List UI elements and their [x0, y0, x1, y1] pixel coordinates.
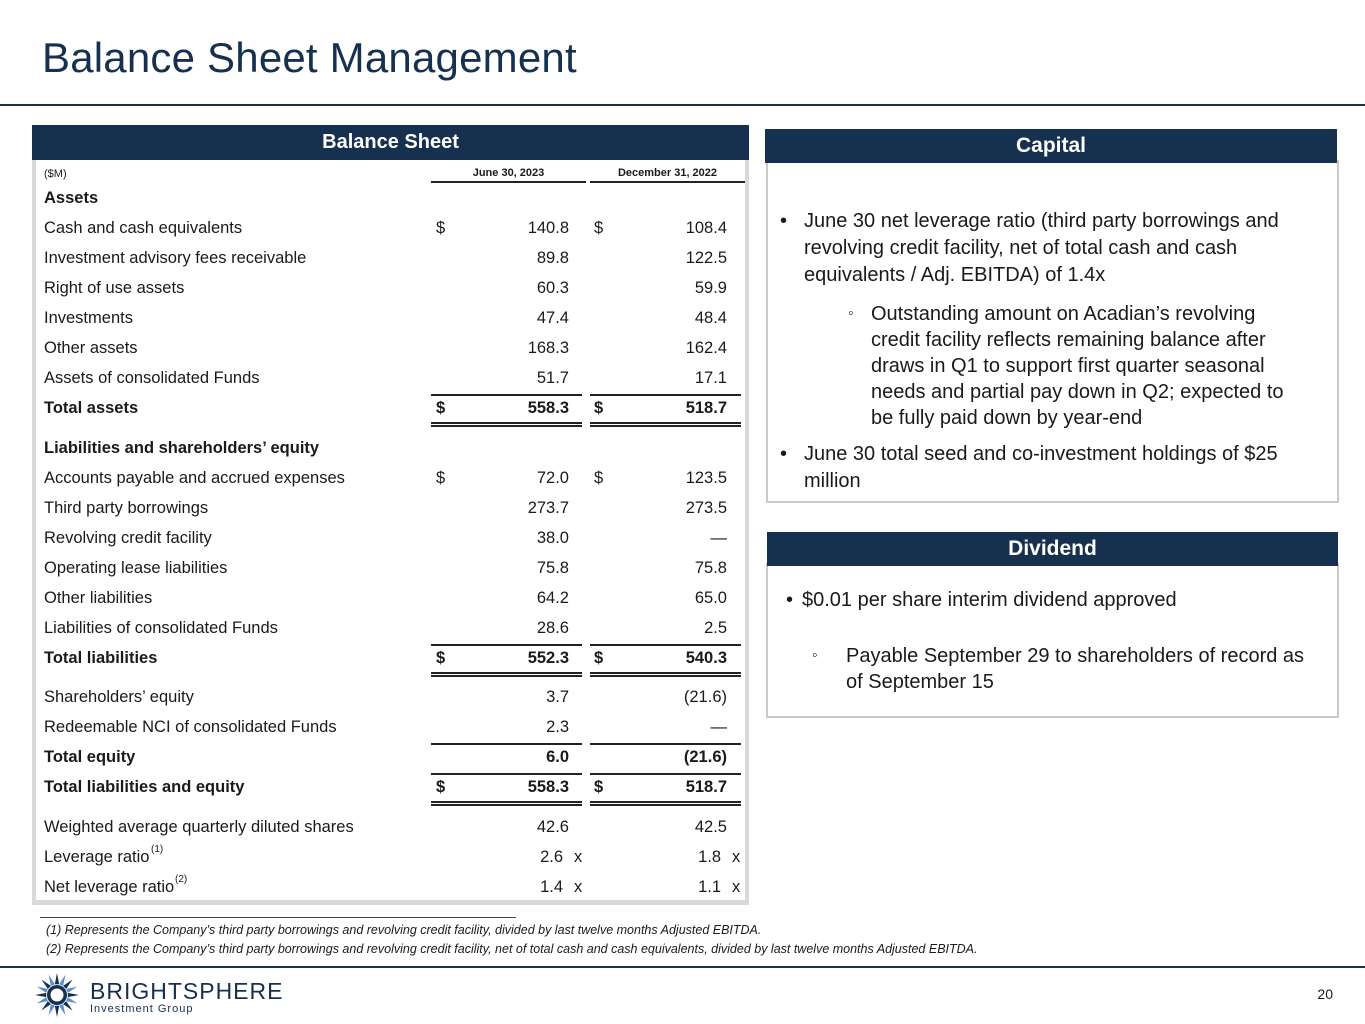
row-label: Liabilities of consolidated Funds [44, 619, 278, 637]
table-row-total-liabilities-and-equity [36, 774, 745, 804]
row-label: Cash and cash equivalents [44, 219, 243, 237]
row-label: Operating lease liabilities [44, 559, 228, 577]
value-june-2023: 51.7 [536, 369, 569, 387]
subtotal-rule [431, 743, 582, 745]
row-label: Liabilities and shareholders’ equity [44, 439, 320, 457]
row-label: Redeemable NCI of consolidated Funds [44, 718, 337, 736]
brand-tagline: Investment Group [90, 1003, 194, 1015]
value-dec-2022: 162.4 [685, 339, 727, 357]
footnote-1: (1) Represents the Company’s third party borrowings and revolving credit facility, divided by last twelve months Adjusted EBITDA. [46, 923, 762, 937]
subtotal-rule [590, 773, 741, 775]
currency-symbol: $ [436, 219, 446, 237]
balance-sheet-panel [32, 125, 749, 905]
ratio-suffix: x [574, 878, 583, 896]
dividend-box [766, 563, 1339, 718]
dividend-header: Dividend [767, 532, 1338, 566]
row-label: Other liabilities [44, 589, 153, 607]
row-label: Weighted average quarterly diluted shares [44, 818, 354, 836]
value-june-2023: 89.8 [536, 249, 569, 267]
dividend-bullet: • $0.01 per share interim dividend approved [786, 589, 1177, 611]
value-june-2023: 1.4 [540, 878, 563, 896]
currency-symbol: $ [594, 219, 604, 237]
row-label: Total liabilities and equity [44, 778, 245, 796]
value-dec-2022: (21.6) [683, 688, 727, 706]
footnote-ref: (2) [175, 874, 188, 885]
subtotal-rule [590, 394, 741, 396]
balance-sheet-header: Balance Sheet [32, 125, 749, 160]
ratio-suffix: x [732, 848, 741, 866]
value-june-2023: 28.6 [536, 619, 569, 637]
column-header-june-2023: June 30, 2023 [431, 167, 586, 183]
row-label: Investment advisory fees receivable [44, 249, 307, 267]
value-june-2023: 42.6 [536, 818, 569, 836]
column-header-dec-2022: December 31, 2022 [590, 167, 745, 183]
currency-symbol: $ [594, 399, 604, 417]
value-june-2023: 168.3 [527, 339, 569, 357]
currency-symbol: $ [436, 399, 446, 417]
table-row-total-equity [36, 744, 745, 774]
subtotal-rule [590, 743, 741, 745]
row-label: Total liabilities [44, 649, 158, 667]
row-label: Third party borrowings [44, 499, 209, 517]
sunburst-logo-icon [34, 972, 80, 1018]
value-june-2023: 273.7 [527, 499, 569, 517]
total-double-rule [590, 422, 741, 427]
table-row-right-of-use-assets [36, 275, 745, 305]
value-dec-2022: 1.1 [698, 878, 721, 896]
table-row-investments [36, 305, 745, 335]
value-dec-2022: 48.4 [694, 309, 727, 327]
page-number: 20 [1317, 986, 1333, 1002]
value-dec-2022: — [710, 529, 727, 547]
footnote-divider [40, 917, 516, 918]
row-label: Leverage ratio [44, 848, 150, 866]
title-divider [0, 104, 1365, 106]
row-label: Investments [44, 309, 133, 327]
table-row-other-liabilities [36, 585, 745, 615]
value-dec-2022: (21.6) [683, 748, 727, 766]
row-label: Right of use assets [44, 279, 185, 297]
balance-sheet-table [36, 160, 745, 900]
value-june-2023: 47.4 [536, 309, 569, 327]
row-label: Total equity [44, 748, 136, 766]
value-june-2023: 3.7 [546, 688, 569, 706]
value-june-2023: 6.0 [546, 748, 569, 766]
table-row-net-leverage-ratio [36, 874, 745, 904]
table-row-investment-advisory-fees-receivable [36, 245, 745, 275]
capital-header: Capital [765, 129, 1337, 163]
ratio-suffix: x [732, 878, 741, 896]
value-june-2023: 60.3 [536, 279, 569, 297]
table-row-assets-of-consolidated-funds [36, 365, 745, 395]
capital-subbullet-acadian: ◦ Outstanding amount on Acadian’s revolving credit facility reflects remaining balance after draws in Q1 to support first quarter seasonal needs and partial pay down in Q2; expected to be fully paid down by year-end [848, 303, 1284, 429]
footnote-ref: (1) [151, 844, 164, 855]
table-row-leverage-ratio [36, 844, 745, 874]
row-label: Shareholders’ equity [44, 688, 194, 706]
dividend-subbullet: ◦ Payable September 29 to shareholders of record as of September 15 [812, 645, 1305, 693]
row-label: Revolving credit facility [44, 529, 212, 547]
value-dec-2022: — [710, 718, 727, 736]
value-june-2023: 552.3 [527, 649, 569, 667]
currency-symbol: $ [594, 649, 604, 667]
currency-symbol: $ [594, 469, 604, 487]
capital-bullet-seed: • June 30 total seed and co-investment holdings of $25 million [780, 443, 1278, 492]
value-june-2023: 558.3 [527, 399, 569, 417]
table-row-assets [36, 185, 745, 215]
table-row-total-liabilities [36, 645, 745, 675]
value-june-2023: 72.0 [536, 469, 569, 487]
value-june-2023: 140.8 [527, 219, 569, 237]
table-row-total-assets [36, 395, 745, 425]
footnote-2: (2) Represents the Company’s third party borrowings and revolving credit facility, net of total cash and cash equivalents, divided by last twelve months Adjusted EBITDA. [46, 942, 978, 956]
value-dec-2022: 518.7 [685, 399, 727, 417]
table-row-accounts-payable-and-accrued-expenses [36, 465, 745, 495]
value-dec-2022: 108.4 [685, 219, 727, 237]
total-double-rule [431, 422, 582, 427]
value-dec-2022: 518.7 [685, 778, 727, 796]
value-dec-2022: 17.1 [694, 369, 727, 387]
brand-name: BRIGHTSPHERE [90, 978, 284, 1004]
table-row-liabilities-and-shareholders-equity [36, 435, 745, 465]
value-june-2023: 75.8 [536, 559, 569, 577]
value-june-2023: 558.3 [527, 778, 569, 796]
value-june-2023: 2.6 [540, 848, 563, 866]
value-dec-2022: 65.0 [694, 589, 727, 607]
subtotal-rule [590, 644, 741, 646]
total-double-rule [590, 801, 741, 806]
subtotal-rule [431, 773, 582, 775]
value-dec-2022: 42.5 [694, 818, 727, 836]
table-row-liabilities-of-consolidated-funds [36, 615, 745, 645]
value-dec-2022: 2.5 [704, 619, 727, 637]
table-row-operating-lease-liabilities [36, 555, 745, 585]
table-row-cash-and-cash-equivalents [36, 215, 745, 245]
row-label: Other assets [44, 339, 138, 357]
value-june-2023: 2.3 [546, 718, 569, 736]
value-dec-2022: 75.8 [694, 559, 727, 577]
value-dec-2022: 273.5 [685, 499, 727, 517]
value-dec-2022: 59.9 [694, 279, 727, 297]
page-title: Balance Sheet Management [42, 34, 577, 81]
subtotal-rule [431, 394, 582, 396]
row-label: Accounts payable and accrued expenses [44, 469, 345, 487]
currency-symbol: $ [594, 778, 604, 796]
footer-divider [0, 966, 1365, 968]
currency-symbol: $ [436, 778, 446, 796]
total-double-rule [431, 672, 582, 677]
total-double-rule [590, 672, 741, 677]
value-june-2023: 64.2 [536, 589, 569, 607]
row-label: Net leverage ratio [44, 878, 175, 896]
ratio-suffix: x [574, 848, 583, 866]
capital-bullet-leverage: • June 30 net leverage ratio (third party borrowings and revolving credit facility, net of total cash and cash equivalents / Adj. EBITDA) of 1.4x [780, 210, 1279, 286]
table-row-other-assets [36, 335, 745, 365]
table-row-revolving-credit-facility [36, 525, 745, 555]
row-label: Assets [44, 189, 99, 207]
table-row-shareholders-equity [36, 684, 745, 714]
currency-symbol: $ [436, 469, 446, 487]
value-june-2023: 38.0 [536, 529, 569, 547]
row-label: Assets of consolidated Funds [44, 369, 260, 387]
capital-box [766, 160, 1339, 503]
units-label: ($M) [44, 168, 67, 180]
currency-symbol: $ [436, 649, 446, 667]
total-double-rule [431, 801, 582, 806]
value-dec-2022: 122.5 [685, 249, 727, 267]
value-dec-2022: 1.8 [698, 848, 721, 866]
table-row-third-party-borrowings [36, 495, 745, 525]
value-dec-2022: 540.3 [685, 649, 727, 667]
table-row-weighted-average-quarterly-diluted-shares [36, 814, 745, 844]
value-dec-2022: 123.5 [685, 469, 727, 487]
row-label: Total assets [44, 399, 139, 417]
table-row-redeemable-nci-of-consolidated-funds [36, 714, 745, 744]
subtotal-rule [431, 644, 582, 646]
